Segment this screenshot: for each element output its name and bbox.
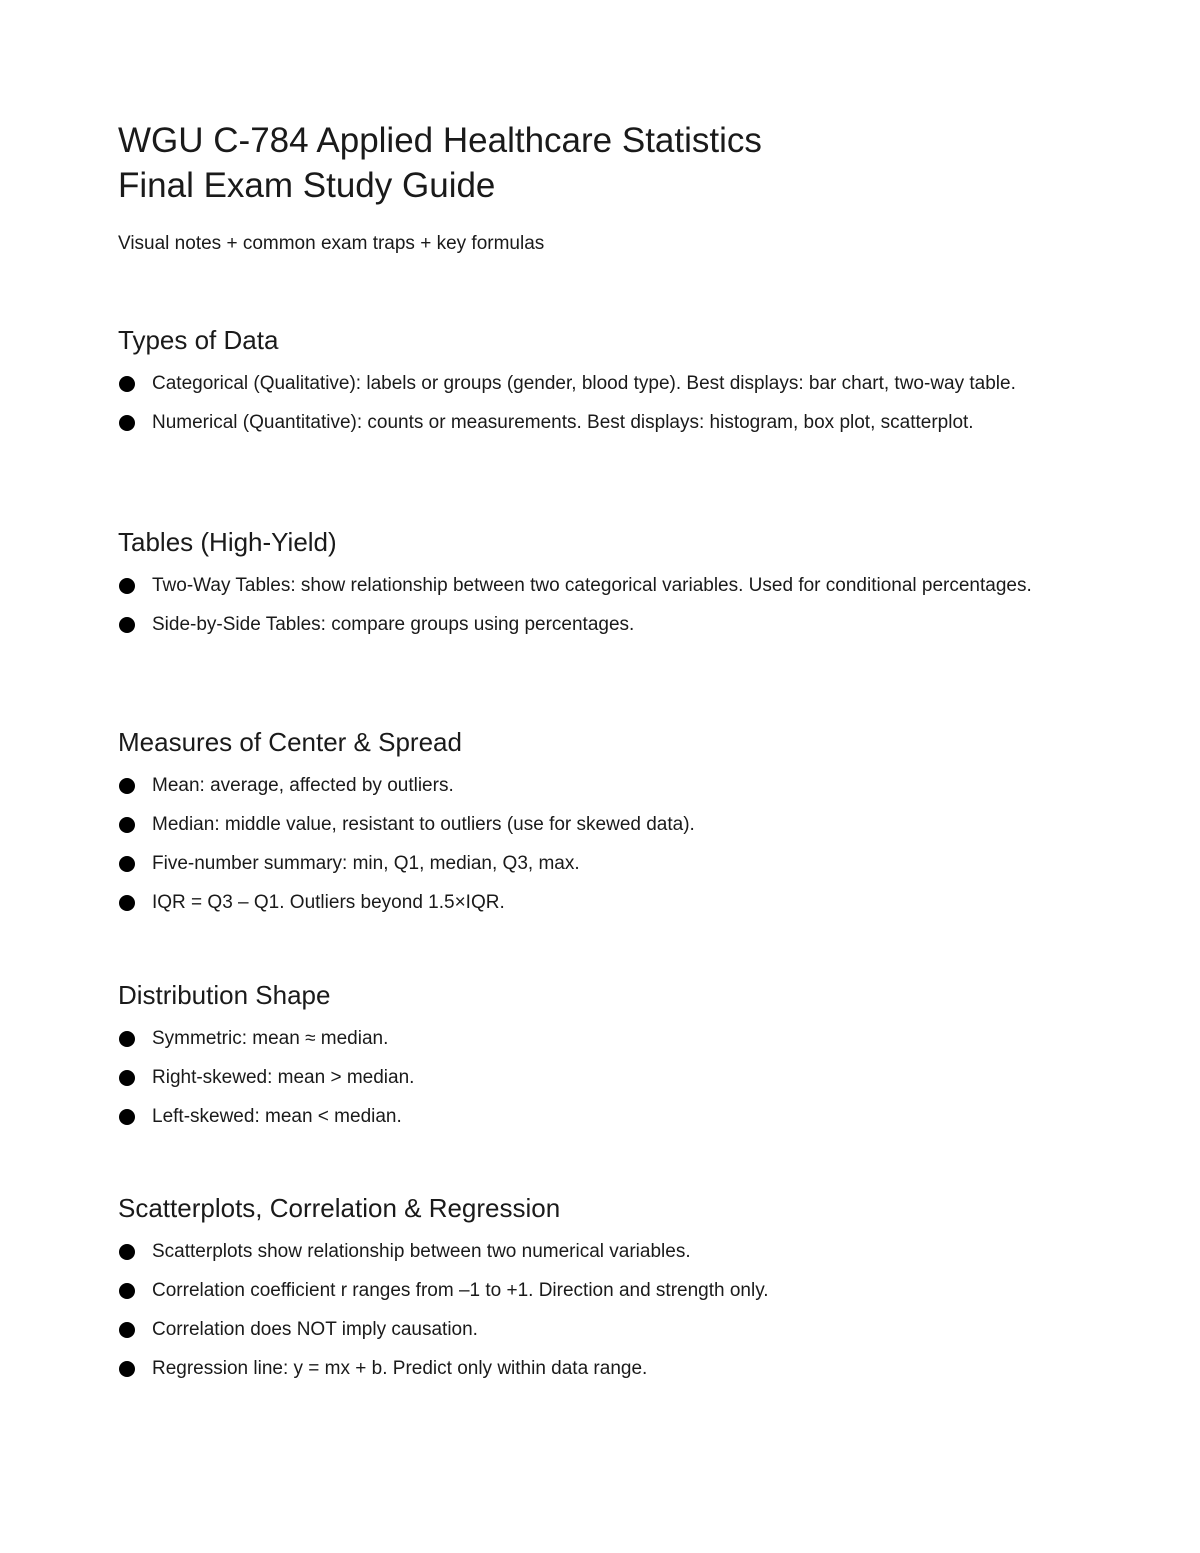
bullet-dot-icon bbox=[119, 1109, 135, 1125]
document-title-line-1: WGU C-784 Applied Healthcare Statistics bbox=[118, 121, 762, 160]
bullet-dot-icon bbox=[119, 1283, 135, 1299]
bullet-dot-icon bbox=[119, 578, 135, 594]
bullet-text: Five-number summary: min, Q1, median, Q3, max. bbox=[152, 853, 580, 874]
bullet-item bbox=[118, 572, 1078, 599]
section-types-of-data bbox=[118, 323, 1078, 448]
section-scatterplots-correlation-regression bbox=[118, 1191, 1078, 1394]
bullet-item bbox=[118, 409, 1078, 436]
bullet-list bbox=[118, 572, 1078, 638]
section-heading: Tables (High-Yield) bbox=[118, 527, 337, 557]
bullet-text: Numerical (Quantitative): counts or measurements. Best displays: histogram, box plot, scatterplot. bbox=[152, 412, 974, 433]
section-distribution-shape bbox=[118, 978, 1078, 1142]
bullet-dot-icon bbox=[119, 856, 135, 872]
bullet-item bbox=[118, 370, 1078, 397]
bullet-text: Symmetric: mean ≈ median. bbox=[152, 1028, 389, 1049]
bullet-dot-icon bbox=[119, 617, 135, 633]
bullet-dot-icon bbox=[119, 817, 135, 833]
bullet-text: Scatterplots show relationship between two numerical variables. bbox=[152, 1241, 691, 1262]
bullet-list bbox=[118, 370, 1078, 436]
document-subtitle: Visual notes + common exam traps + key formulas bbox=[118, 233, 545, 254]
bullet-item bbox=[118, 772, 1078, 799]
bullet-item bbox=[118, 850, 1078, 877]
section-heading: Distribution Shape bbox=[118, 980, 331, 1010]
document-title-line-2: Final Exam Study Guide bbox=[118, 166, 496, 205]
section-heading: Measures of Center & Spread bbox=[118, 727, 462, 757]
bullet-text: IQR = Q3 – Q1. Outliers beyond 1.5×IQR. bbox=[152, 892, 505, 913]
bullet-text: Correlation coefficient r ranges from –1 to +1. Direction and strength only. bbox=[152, 1280, 769, 1301]
bullet-item bbox=[118, 1355, 1078, 1382]
bullet-dot-icon bbox=[119, 778, 135, 794]
bullet-text: Two-Way Tables: show relationship between two categorical variables. Used for conditional percentages. bbox=[152, 575, 1032, 596]
bullet-item bbox=[118, 811, 1078, 838]
bullet-text: Median: middle value, resistant to outliers (use for skewed data). bbox=[152, 814, 695, 835]
bullet-dot-icon bbox=[119, 376, 135, 392]
document-title bbox=[118, 118, 762, 208]
bullet-text: Regression line: y = mx + b. Predict only within data range. bbox=[152, 1358, 648, 1379]
section-measures-of-center-spread bbox=[118, 725, 1078, 928]
bullet-item bbox=[118, 1025, 1078, 1052]
section-heading: Types of Data bbox=[118, 325, 279, 355]
bullet-dot-icon bbox=[119, 1361, 135, 1377]
bullet-list bbox=[118, 1238, 1078, 1382]
bullet-text: Correlation does NOT imply causation. bbox=[152, 1319, 478, 1340]
bullet-text: Side-by-Side Tables: compare groups using percentages. bbox=[152, 614, 635, 635]
bullet-list bbox=[118, 1025, 1078, 1130]
bullet-item bbox=[118, 611, 1078, 638]
bullet-dot-icon bbox=[119, 415, 135, 431]
bullet-item bbox=[118, 1277, 1078, 1304]
bullet-dot-icon bbox=[119, 1322, 135, 1338]
bullet-dot-icon bbox=[119, 1244, 135, 1260]
bullet-text: Categorical (Qualitative): labels or groups (gender, blood type). Best displays: bar chart, two-way table. bbox=[152, 373, 1016, 394]
bullet-dot-icon bbox=[119, 895, 135, 911]
bullet-text: Right-skewed: mean > median. bbox=[152, 1067, 415, 1088]
section-heading: Scatterplots, Correlation & Regression bbox=[118, 1193, 561, 1223]
bullet-list bbox=[118, 772, 1078, 916]
bullet-item bbox=[118, 1316, 1078, 1343]
bullet-item bbox=[118, 1064, 1078, 1091]
bullet-item bbox=[118, 1103, 1078, 1130]
section-tables bbox=[118, 525, 1078, 650]
bullet-text: Mean: average, affected by outliers. bbox=[152, 775, 454, 796]
bullet-dot-icon bbox=[119, 1070, 135, 1086]
bullet-text: Left-skewed: mean < median. bbox=[152, 1106, 402, 1127]
bullet-item bbox=[118, 1238, 1078, 1265]
bullet-item bbox=[118, 889, 1078, 916]
bullet-dot-icon bbox=[119, 1031, 135, 1047]
